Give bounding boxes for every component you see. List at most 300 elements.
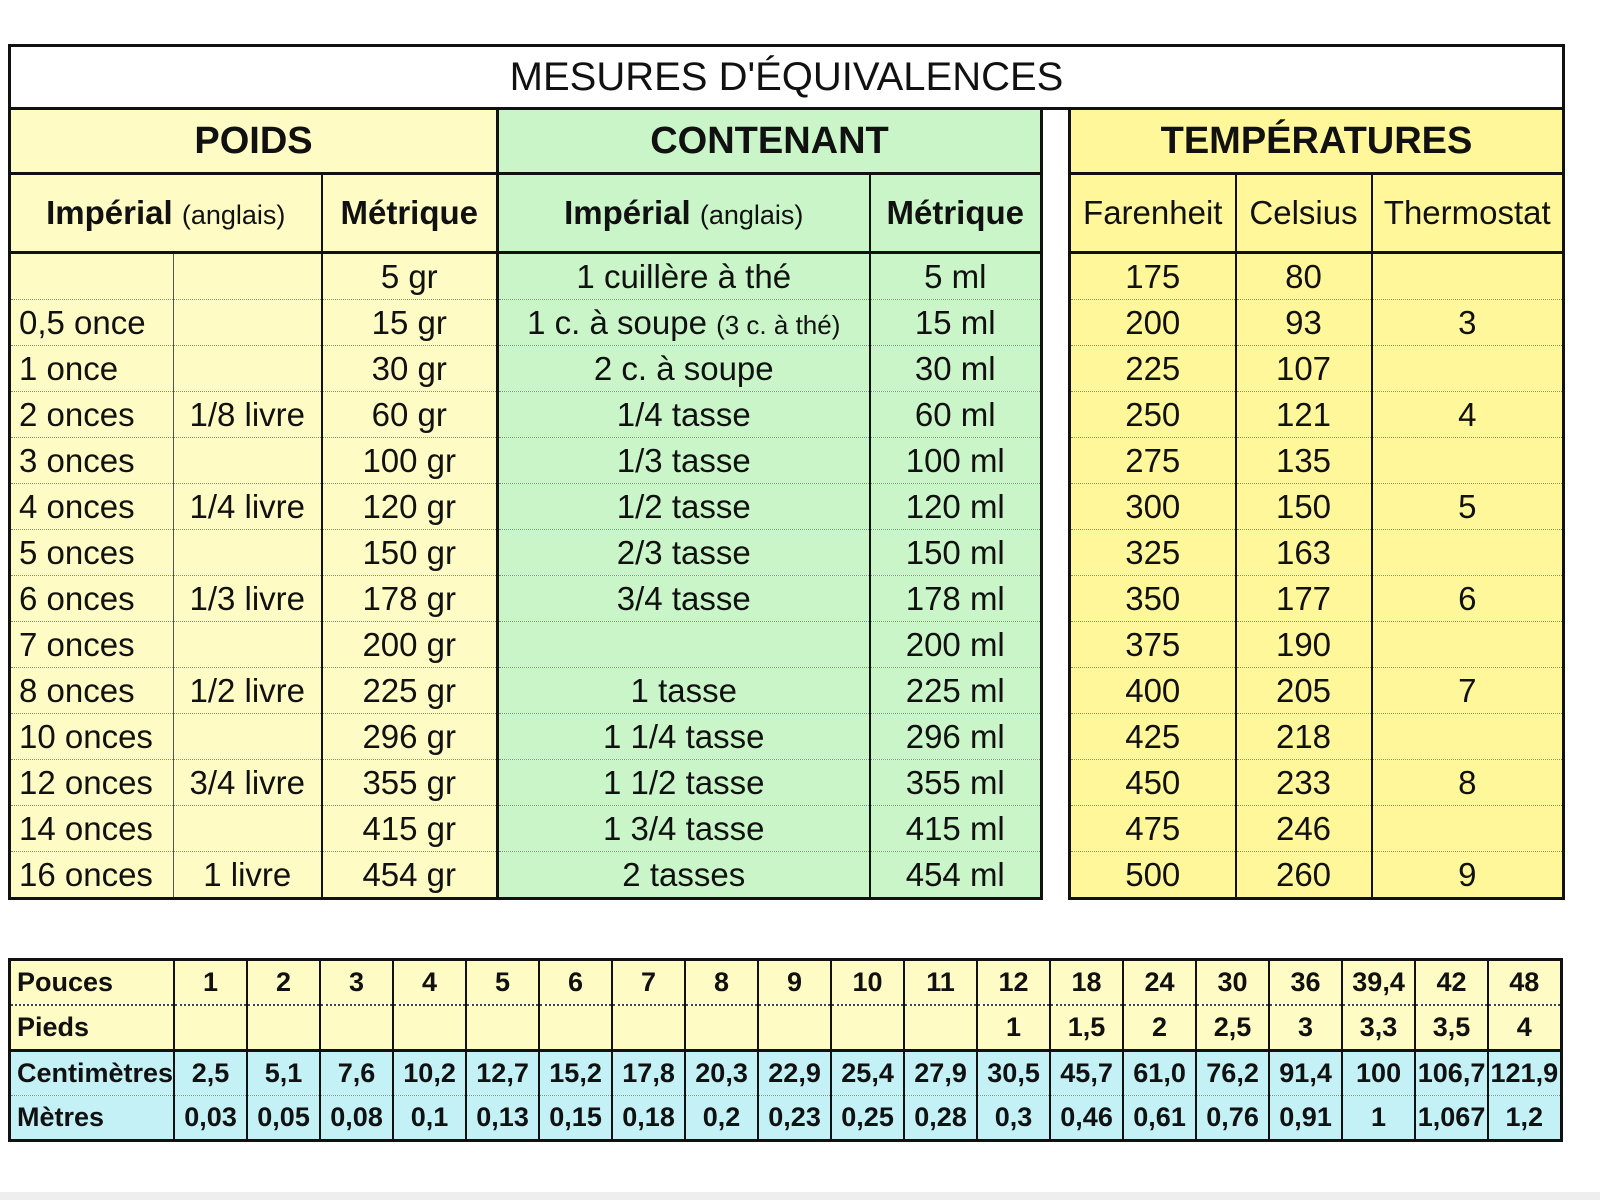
cell-contenant bbox=[498, 346, 870, 392]
length-cell-m: 1 bbox=[1342, 1096, 1415, 1141]
cell-grammes bbox=[322, 346, 498, 392]
length-cell-cm: 61,0 bbox=[1123, 1051, 1196, 1096]
cell-farenheit bbox=[1070, 668, 1236, 714]
length-label-pieds: Pieds bbox=[10, 1005, 175, 1051]
cell-celsius-text: 177 bbox=[1275, 579, 1332, 617]
cell-onces-text: 14 onces bbox=[19, 809, 153, 847]
cell-farenheit-text: 425 bbox=[1125, 717, 1181, 755]
cell-millilitres bbox=[870, 300, 1042, 346]
cell-livres-text: 1/3 livre bbox=[189, 579, 306, 617]
cell-celsius-text: 93 bbox=[1285, 303, 1322, 341]
length-cell-pieds: 1,5 bbox=[1050, 1005, 1123, 1051]
cell-contenant-text: 1 1/4 tasse bbox=[603, 717, 765, 755]
table-row bbox=[10, 806, 1564, 852]
length-cell-pieds bbox=[466, 1005, 539, 1051]
cell-millilitres-text: 120 ml bbox=[905, 487, 1005, 525]
column-gap bbox=[1042, 109, 1070, 174]
cell-contenant bbox=[498, 714, 870, 760]
cell-livres bbox=[174, 392, 322, 438]
length-cell-m: 0,2 bbox=[685, 1096, 758, 1141]
cell-celsius bbox=[1236, 530, 1372, 576]
cell-millilitres-text: 296 ml bbox=[905, 717, 1005, 755]
cell-celsius-text: 163 bbox=[1275, 533, 1332, 571]
cell-millilitres-text: 355 ml bbox=[905, 763, 1005, 801]
cell-millilitres-text: 60 ml bbox=[914, 395, 996, 433]
cell-thermostat bbox=[1372, 622, 1564, 668]
length-cell-pouces: 48 bbox=[1488, 960, 1561, 1006]
length-cell-m: 0,28 bbox=[904, 1096, 977, 1141]
cell-grammes bbox=[322, 576, 498, 622]
cell-contenant-text: 3/4 tasse bbox=[616, 579, 751, 617]
cell-farenheit-text: 250 bbox=[1125, 395, 1181, 433]
cell-celsius bbox=[1236, 438, 1372, 484]
section-temperatures: TEMPÉRATURES bbox=[1070, 109, 1564, 174]
cell-celsius bbox=[1236, 760, 1372, 806]
cell-celsius bbox=[1236, 852, 1372, 899]
cell-millilitres bbox=[870, 622, 1042, 668]
cell-onces-text: 16 onces bbox=[19, 855, 153, 893]
length-cell-cm: 25,4 bbox=[831, 1051, 904, 1096]
cell-millilitres bbox=[870, 714, 1042, 760]
cell-grammes bbox=[322, 300, 498, 346]
length-cell-pouces: 30 bbox=[1196, 960, 1269, 1006]
cell-grammes-text: 296 gr bbox=[362, 717, 457, 755]
cell-onces bbox=[10, 300, 174, 346]
cell-livres bbox=[174, 530, 322, 576]
length-cell-cm: 17,8 bbox=[612, 1051, 685, 1096]
cell-millilitres-text: 15 ml bbox=[914, 303, 996, 341]
cell-grammes-text: 100 gr bbox=[362, 441, 457, 479]
section-poids: POIDS bbox=[10, 109, 498, 174]
cell-celsius bbox=[1236, 576, 1372, 622]
cell-livres-text: 3/4 livre bbox=[189, 763, 306, 801]
cell-livres bbox=[174, 622, 322, 668]
cell-contenant bbox=[498, 622, 870, 668]
length-cell-pieds bbox=[393, 1005, 466, 1051]
cell-farenheit bbox=[1070, 576, 1236, 622]
column-gap bbox=[1042, 806, 1070, 852]
cell-farenheit-text: 300 bbox=[1125, 487, 1181, 525]
header-farenheit: Farenheit bbox=[1070, 174, 1236, 253]
column-gap bbox=[1042, 300, 1070, 346]
length-cell-pouces: 6 bbox=[539, 960, 612, 1006]
cell-onces bbox=[10, 484, 174, 530]
cell-thermostat-text: 8 bbox=[1458, 763, 1477, 801]
length-cell-m: 0,25 bbox=[831, 1096, 904, 1141]
cell-farenheit bbox=[1070, 714, 1236, 760]
cell-grammes bbox=[322, 806, 498, 852]
cell-livres bbox=[174, 346, 322, 392]
cell-farenheit bbox=[1070, 253, 1236, 300]
length-label-pouces: Pouces bbox=[10, 960, 175, 1006]
cell-millilitres-text: 30 ml bbox=[914, 349, 996, 387]
cell-grammes-text: 225 gr bbox=[362, 671, 457, 709]
length-cell-cm: 30,5 bbox=[977, 1051, 1050, 1096]
table-row bbox=[10, 484, 1564, 530]
length-cell-pouces: 9 bbox=[758, 960, 831, 1006]
cell-contenant bbox=[498, 484, 870, 530]
cell-farenheit bbox=[1070, 852, 1236, 899]
length-cell-pouces: 12 bbox=[977, 960, 1050, 1006]
cell-celsius-text: 260 bbox=[1275, 855, 1332, 893]
table-row bbox=[10, 530, 1564, 576]
cell-onces-text: 1 once bbox=[19, 349, 119, 387]
cell-farenheit-text: 500 bbox=[1125, 855, 1181, 893]
cell-thermostat-text: 5 bbox=[1458, 487, 1477, 525]
cell-thermostat-text: 9 bbox=[1458, 855, 1477, 893]
length-cell-cm: 15,2 bbox=[539, 1051, 612, 1096]
table-row bbox=[10, 714, 1564, 760]
cell-onces-text: 3 onces bbox=[19, 441, 135, 479]
cell-farenheit bbox=[1070, 346, 1236, 392]
cell-thermostat bbox=[1372, 806, 1564, 852]
cell-livres bbox=[174, 760, 322, 806]
cell-contenant-text: 2 c. à soupe bbox=[593, 349, 774, 387]
header-poids-imperial: Impérial (anglais) bbox=[10, 174, 322, 253]
cell-onces-text: 4 onces bbox=[19, 487, 135, 525]
cell-millilitres bbox=[870, 852, 1042, 899]
length-cell-cm: 5,1 bbox=[247, 1051, 320, 1096]
length-cell-pieds: 3,5 bbox=[1415, 1005, 1488, 1051]
cell-livres bbox=[174, 806, 322, 852]
length-cell-pouces: 10 bbox=[831, 960, 904, 1006]
cell-celsius-text: 150 bbox=[1275, 487, 1332, 525]
cell-thermostat bbox=[1372, 346, 1564, 392]
cell-celsius-text: 190 bbox=[1275, 625, 1332, 663]
table-row bbox=[10, 622, 1564, 668]
cell-thermostat-text: 3 bbox=[1458, 303, 1477, 341]
cell-contenant-text: 1/2 tasse bbox=[616, 487, 751, 525]
cell-farenheit-text: 225 bbox=[1125, 349, 1181, 387]
cell-farenheit bbox=[1070, 392, 1236, 438]
cell-onces-text: 0,5 once bbox=[19, 303, 146, 341]
column-gap bbox=[1042, 668, 1070, 714]
header-celsius: Celsius bbox=[1236, 174, 1372, 253]
cell-contenant bbox=[498, 253, 870, 300]
cell-livres-text: 1/2 livre bbox=[189, 671, 306, 709]
cell-onces bbox=[10, 622, 174, 668]
table-row bbox=[10, 760, 1564, 806]
length-cell-pieds: 2 bbox=[1123, 1005, 1196, 1051]
cell-grammes bbox=[322, 622, 498, 668]
cell-millilitres-text: 150 ml bbox=[905, 533, 1005, 571]
cell-millilitres-text: 5 ml bbox=[924, 257, 987, 295]
cell-contenant bbox=[498, 530, 870, 576]
cell-farenheit-text: 450 bbox=[1125, 763, 1181, 801]
header-contenant-imperial: Impérial (anglais) bbox=[498, 174, 870, 253]
cell-millilitres bbox=[870, 668, 1042, 714]
cell-celsius-text: 135 bbox=[1275, 441, 1332, 479]
cell-contenant-text: 2/3 tasse bbox=[616, 533, 751, 571]
length-cell-m: 1,2 bbox=[1488, 1096, 1561, 1141]
cell-millilitres bbox=[870, 806, 1042, 852]
cell-millilitres bbox=[870, 346, 1042, 392]
cell-celsius bbox=[1236, 300, 1372, 346]
length-cell-cm: 45,7 bbox=[1050, 1051, 1123, 1096]
column-gap bbox=[1042, 714, 1070, 760]
cell-celsius-text: 205 bbox=[1275, 671, 1332, 709]
cell-livres bbox=[174, 714, 322, 760]
length-conversion-table bbox=[8, 958, 1563, 1142]
length-cell-cm: 7,6 bbox=[320, 1051, 393, 1096]
cell-onces bbox=[10, 852, 174, 899]
cell-millilitres bbox=[870, 392, 1042, 438]
cell-livres-text: 1 livre bbox=[203, 855, 292, 893]
length-cell-pouces: 2 bbox=[247, 960, 320, 1006]
cell-farenheit-text: 275 bbox=[1125, 441, 1181, 479]
cell-farenheit-text: 475 bbox=[1125, 809, 1181, 847]
cell-millilitres bbox=[870, 530, 1042, 576]
cell-thermostat bbox=[1372, 668, 1564, 714]
length-cell-cm: 100 bbox=[1342, 1051, 1415, 1096]
cell-farenheit-text: 400 bbox=[1125, 671, 1181, 709]
cell-contenant-note: (3 c. à thé) bbox=[716, 309, 841, 340]
cell-grammes-text: 415 gr bbox=[362, 809, 457, 847]
length-row-pouces bbox=[10, 960, 1562, 1006]
column-gap bbox=[1042, 530, 1070, 576]
cell-grammes-text: 355 gr bbox=[362, 763, 457, 801]
length-cell-pieds bbox=[758, 1005, 831, 1051]
cell-celsius-text: 233 bbox=[1275, 763, 1332, 801]
column-gap bbox=[1042, 174, 1070, 253]
column-gap bbox=[1042, 346, 1070, 392]
cell-farenheit bbox=[1070, 300, 1236, 346]
cell-onces bbox=[10, 438, 174, 484]
length-cell-pouces: 11 bbox=[904, 960, 977, 1006]
cell-livres bbox=[174, 852, 322, 899]
length-cell-cm: 20,3 bbox=[685, 1051, 758, 1096]
table-row bbox=[10, 392, 1564, 438]
table-row bbox=[10, 668, 1564, 714]
cell-grammes bbox=[322, 852, 498, 899]
table-row bbox=[10, 576, 1564, 622]
cell-celsius bbox=[1236, 253, 1372, 300]
cell-contenant bbox=[498, 300, 870, 346]
cell-onces-text: 12 onces bbox=[19, 763, 153, 801]
length-cell-m: 0,08 bbox=[320, 1096, 393, 1141]
length-cell-pouces: 1 bbox=[174, 960, 247, 1006]
table-row bbox=[10, 253, 1564, 300]
length-cell-cm: 121,9 bbox=[1488, 1051, 1561, 1096]
length-cell-pieds bbox=[320, 1005, 393, 1051]
cell-celsius-text: 80 bbox=[1285, 257, 1322, 295]
cell-livres bbox=[174, 300, 322, 346]
cell-celsius bbox=[1236, 484, 1372, 530]
cell-contenant-text: 1/3 tasse bbox=[616, 441, 751, 479]
length-label-m: Mètres bbox=[10, 1096, 175, 1141]
cell-grammes bbox=[322, 438, 498, 484]
cell-livres bbox=[174, 668, 322, 714]
cell-onces bbox=[10, 253, 174, 300]
cell-grammes-text: 200 gr bbox=[362, 625, 457, 663]
cell-millilitres-text: 100 ml bbox=[905, 441, 1005, 479]
cell-contenant bbox=[498, 392, 870, 438]
cell-farenheit bbox=[1070, 530, 1236, 576]
length-cell-pieds: 4 bbox=[1488, 1005, 1561, 1051]
cell-onces-text: 5 onces bbox=[19, 533, 135, 571]
length-cell-pouces: 4 bbox=[393, 960, 466, 1006]
cell-millilitres bbox=[870, 576, 1042, 622]
cell-celsius bbox=[1236, 668, 1372, 714]
cell-celsius-text: 121 bbox=[1275, 395, 1332, 433]
cell-farenheit bbox=[1070, 484, 1236, 530]
table-row bbox=[10, 300, 1564, 346]
cell-contenant-text: 1/4 tasse bbox=[616, 395, 751, 433]
cell-contenant bbox=[498, 576, 870, 622]
column-gap bbox=[1042, 392, 1070, 438]
cell-livres bbox=[174, 438, 322, 484]
cell-celsius-text: 218 bbox=[1275, 717, 1332, 755]
cell-onces bbox=[10, 668, 174, 714]
cell-contenant bbox=[498, 668, 870, 714]
column-gap bbox=[1042, 438, 1070, 484]
length-cell-m: 0,76 bbox=[1196, 1096, 1269, 1141]
cell-celsius bbox=[1236, 622, 1372, 668]
cell-millilitres bbox=[870, 484, 1042, 530]
cell-farenheit-text: 375 bbox=[1125, 625, 1181, 663]
cell-farenheit bbox=[1070, 806, 1236, 852]
column-gap bbox=[1042, 576, 1070, 622]
cell-thermostat bbox=[1372, 484, 1564, 530]
cell-livres-text: 1/8 livre bbox=[189, 395, 306, 433]
cell-grammes bbox=[322, 714, 498, 760]
length-cell-pieds bbox=[612, 1005, 685, 1051]
length-cell-pieds: 2,5 bbox=[1196, 1005, 1269, 1051]
length-cell-pouces: 8 bbox=[685, 960, 758, 1006]
cell-thermostat bbox=[1372, 714, 1564, 760]
length-cell-m: 0,05 bbox=[247, 1096, 320, 1141]
cell-thermostat bbox=[1372, 438, 1564, 484]
cell-grammes-text: 30 gr bbox=[371, 349, 447, 387]
table-row bbox=[10, 346, 1564, 392]
cell-contenant-text: 1 c. à soupe bbox=[527, 303, 707, 341]
length-cell-cm: 10,2 bbox=[393, 1051, 466, 1096]
cell-onces-text: 7 onces bbox=[19, 625, 135, 663]
cell-thermostat bbox=[1372, 760, 1564, 806]
length-row-m bbox=[10, 1096, 1562, 1141]
cell-celsius bbox=[1236, 714, 1372, 760]
length-cell-pouces: 42 bbox=[1415, 960, 1488, 1006]
cell-farenheit-text: 325 bbox=[1125, 533, 1181, 571]
length-cell-pouces: 18 bbox=[1050, 960, 1123, 1006]
cell-millilitres bbox=[870, 760, 1042, 806]
cell-contenant bbox=[498, 852, 870, 899]
length-row-cm bbox=[10, 1051, 1562, 1096]
cell-grammes-text: 60 gr bbox=[371, 395, 447, 433]
length-cell-m: 0,91 bbox=[1269, 1096, 1342, 1141]
cell-grammes-text: 454 gr bbox=[362, 855, 457, 893]
column-gap bbox=[1042, 760, 1070, 806]
cell-grammes bbox=[322, 484, 498, 530]
cell-livres bbox=[174, 576, 322, 622]
length-cell-pieds bbox=[247, 1005, 320, 1051]
cell-onces bbox=[10, 714, 174, 760]
column-gap bbox=[1042, 484, 1070, 530]
length-cell-pouces: 36 bbox=[1269, 960, 1342, 1006]
cell-millilitres-text: 200 ml bbox=[905, 625, 1005, 663]
length-cell-pouces: 39,4 bbox=[1342, 960, 1415, 1006]
cell-onces bbox=[10, 806, 174, 852]
page-title: MESURES D'ÉQUIVALENCES bbox=[10, 46, 1564, 109]
length-row-pieds bbox=[10, 1005, 1562, 1051]
cell-contenant bbox=[498, 438, 870, 484]
footer-divider bbox=[0, 1192, 1600, 1200]
length-cell-m: 0,61 bbox=[1123, 1096, 1196, 1141]
cell-thermostat bbox=[1372, 852, 1564, 899]
cell-onces bbox=[10, 530, 174, 576]
length-cell-m: 0,3 bbox=[977, 1096, 1050, 1141]
cell-millilitres bbox=[870, 438, 1042, 484]
cell-celsius bbox=[1236, 346, 1372, 392]
cell-thermostat bbox=[1372, 530, 1564, 576]
cell-grammes-text: 150 gr bbox=[362, 533, 457, 571]
cell-contenant bbox=[498, 806, 870, 852]
cell-onces-text: 6 onces bbox=[19, 579, 135, 617]
cell-celsius bbox=[1236, 392, 1372, 438]
section-contenant: CONTENANT bbox=[498, 109, 1042, 174]
length-cell-pieds: 3 bbox=[1269, 1005, 1342, 1051]
cell-onces-text: 2 onces bbox=[19, 395, 135, 433]
length-cell-pieds bbox=[831, 1005, 904, 1051]
column-gap bbox=[1042, 253, 1070, 300]
cell-millilitres bbox=[870, 253, 1042, 300]
length-cell-pieds bbox=[174, 1005, 247, 1051]
cell-grammes bbox=[322, 668, 498, 714]
cell-contenant bbox=[498, 760, 870, 806]
cell-onces bbox=[10, 346, 174, 392]
cell-grammes bbox=[322, 760, 498, 806]
length-cell-pieds: 3,3 bbox=[1342, 1005, 1415, 1051]
cell-thermostat bbox=[1372, 576, 1564, 622]
cell-contenant-text: 1 1/2 tasse bbox=[603, 763, 765, 801]
cell-contenant-text: 1 cuillère à thé bbox=[576, 257, 792, 295]
length-cell-pieds: 1 bbox=[977, 1005, 1050, 1051]
header-poids-metrique: Métrique bbox=[322, 174, 498, 253]
equivalences-table bbox=[8, 44, 1565, 900]
cell-livres bbox=[174, 484, 322, 530]
cell-grammes-text: 15 gr bbox=[371, 303, 447, 341]
length-cell-cm: 22,9 bbox=[758, 1051, 831, 1096]
cell-onces-text: 8 onces bbox=[19, 671, 135, 709]
cell-celsius bbox=[1236, 806, 1372, 852]
length-cell-m: 0,23 bbox=[758, 1096, 831, 1141]
cell-farenheit-text: 200 bbox=[1125, 303, 1181, 341]
length-cell-m: 0,15 bbox=[539, 1096, 612, 1141]
cell-farenheit-text: 350 bbox=[1125, 579, 1181, 617]
cell-livres bbox=[174, 253, 322, 300]
length-cell-cm: 27,9 bbox=[904, 1051, 977, 1096]
table-row bbox=[10, 438, 1564, 484]
cell-farenheit bbox=[1070, 622, 1236, 668]
length-cell-pieds bbox=[685, 1005, 758, 1051]
header-thermostat: Thermostat bbox=[1372, 174, 1564, 253]
length-cell-m: 0,18 bbox=[612, 1096, 685, 1141]
cell-thermostat bbox=[1372, 392, 1564, 438]
length-cell-pouces: 24 bbox=[1123, 960, 1196, 1006]
cell-celsius-text: 107 bbox=[1275, 349, 1332, 387]
length-cell-pieds bbox=[904, 1005, 977, 1051]
cell-thermostat bbox=[1372, 300, 1564, 346]
cell-onces-text: 10 onces bbox=[19, 717, 153, 755]
table-row bbox=[10, 852, 1564, 899]
length-cell-m: 0,1 bbox=[393, 1096, 466, 1141]
length-cell-cm: 106,7 bbox=[1415, 1051, 1488, 1096]
cell-contenant-text: 2 tasses bbox=[622, 855, 746, 893]
cell-thermostat-text: 6 bbox=[1458, 579, 1477, 617]
cell-celsius-text: 246 bbox=[1275, 809, 1332, 847]
length-cell-m: 0,03 bbox=[174, 1096, 247, 1141]
length-cell-pouces: 7 bbox=[612, 960, 685, 1006]
